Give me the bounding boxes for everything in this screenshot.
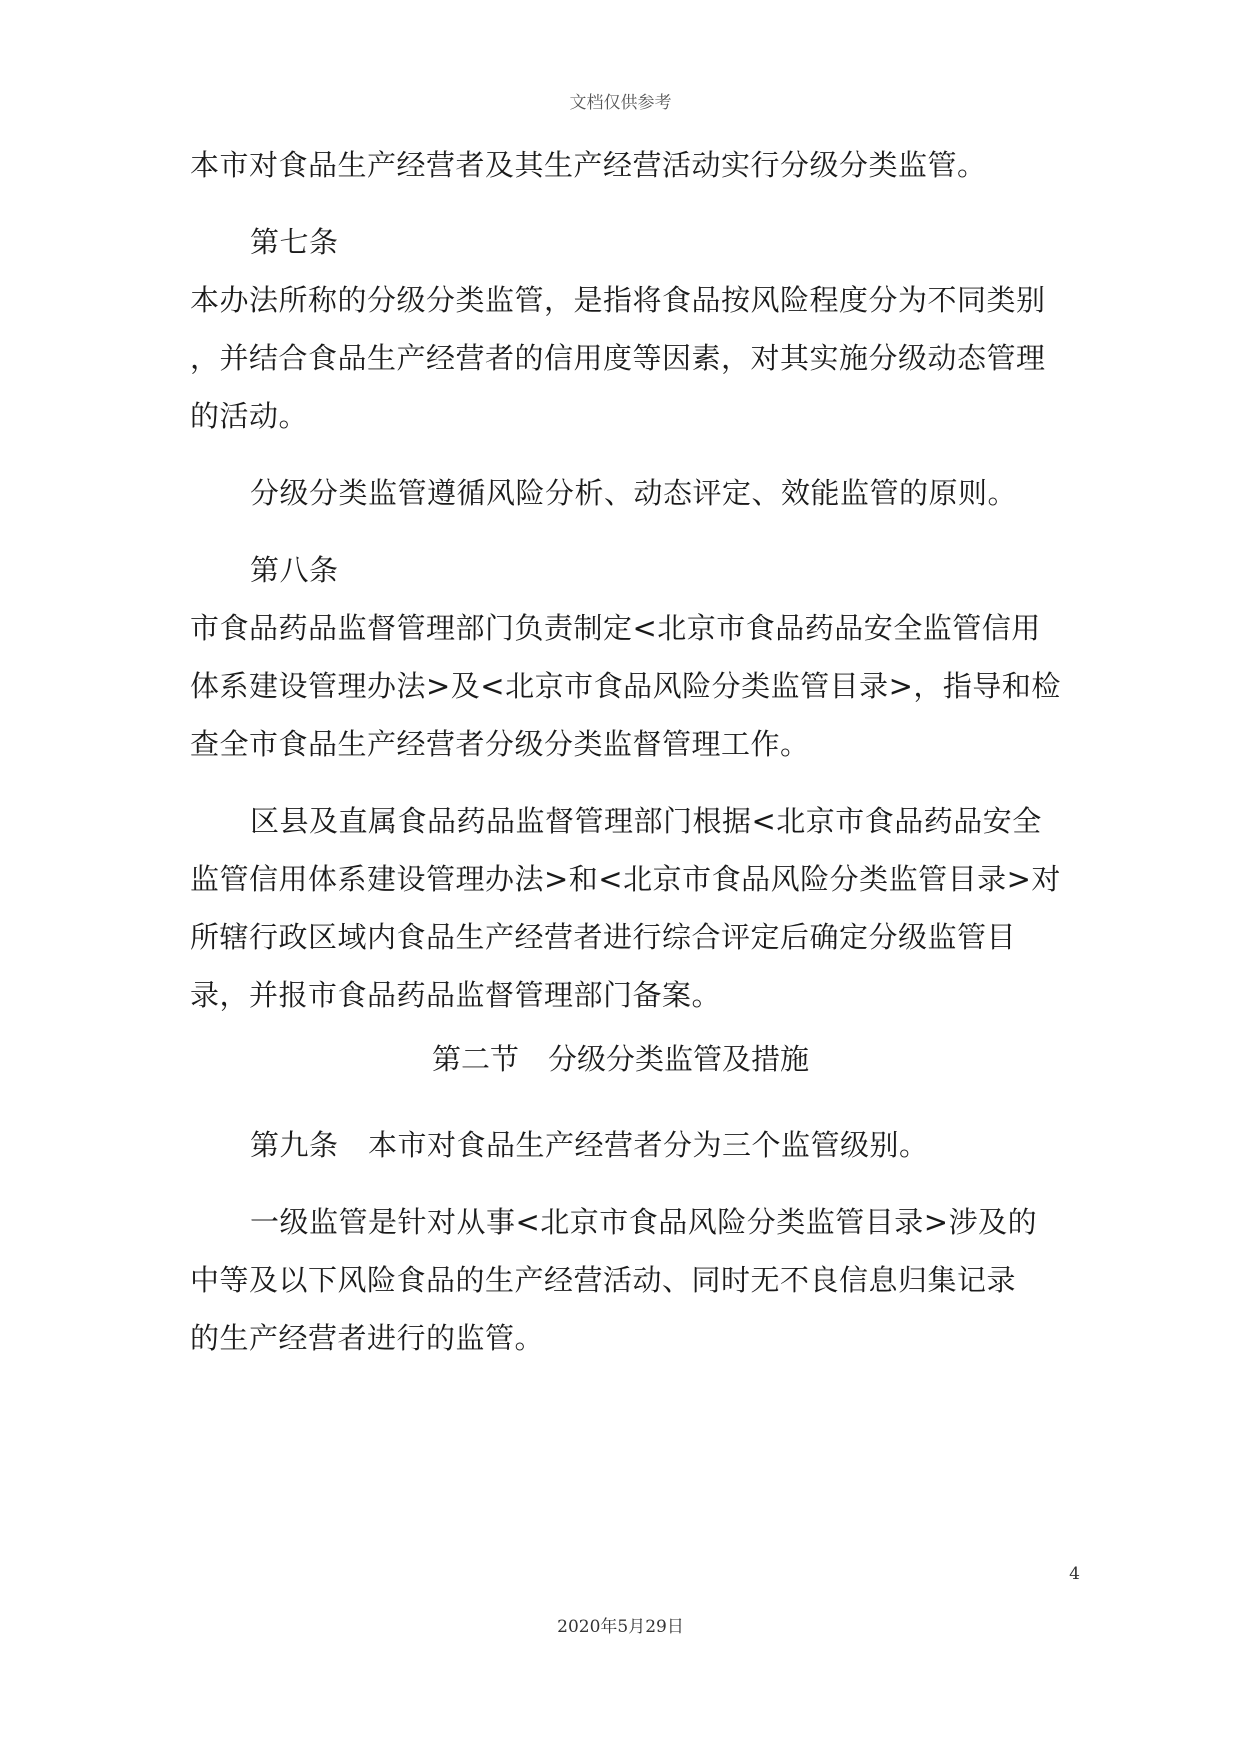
body-line: 本市对食品生产经营者及其生产经营活动实行分级分类监管。 — [190, 148, 987, 182]
body-line: 区县及直属食品药品监督管理部门根据<北京市食品药品安全 — [250, 804, 1042, 838]
body-line: 监管信用体系建设管理办法>和<北京市食品风险分类监管目录>对 — [190, 862, 1061, 896]
page-header: 文档仅供参考 — [569, 93, 672, 113]
body-line: 录，并报市食品药品监督管理部门备案。 — [190, 978, 722, 1012]
body-line: 体系建设管理办法>及<北京市食品风险分类监管目录>，指导和检 — [190, 669, 1061, 703]
body-line: 所辖行政区域内食品生产经营者进行综合评定后确定分级监管目 — [190, 920, 1017, 954]
footer-date: 2020年5月29日 — [557, 1617, 684, 1637]
body-line: 本办法所称的分级分类监管，是指将食品按风险程度分为不同类别 — [190, 283, 1046, 317]
body-line: 中等及以下风险食品的生产经营活动、同时无不良信息归集记录 — [190, 1263, 1017, 1297]
body-line: 查全市食品生产经营者分级分类监督管理工作。 — [190, 727, 810, 761]
body-line: 一级监管是针对从事<北京市食品风险分类监管目录>涉及的 — [250, 1205, 1038, 1239]
body-line: 市食品药品监督管理部门负责制定<北京市食品药品安全监管信用 — [190, 611, 1041, 645]
article-9: 第九条 本市对食品生产经营者分为三个监管级别。 — [250, 1128, 929, 1162]
article-8-title: 第八条 — [250, 553, 339, 587]
article-7-title: 第七条 — [250, 225, 339, 259]
body-line: 分级分类监管遵循风险分析、动态评定、效能监管的原则。 — [250, 476, 1018, 510]
page-number: 4 — [1069, 1564, 1080, 1584]
body-line: ，并结合食品生产经营者的信用度等因素，对其实施分级动态管理 — [190, 341, 1046, 375]
section-title: 第二节 分级分类监管及措施 — [431, 1042, 809, 1076]
body-line: 的活动。 — [190, 399, 309, 433]
body-line: 的生产经营者进行的监管。 — [190, 1321, 545, 1355]
